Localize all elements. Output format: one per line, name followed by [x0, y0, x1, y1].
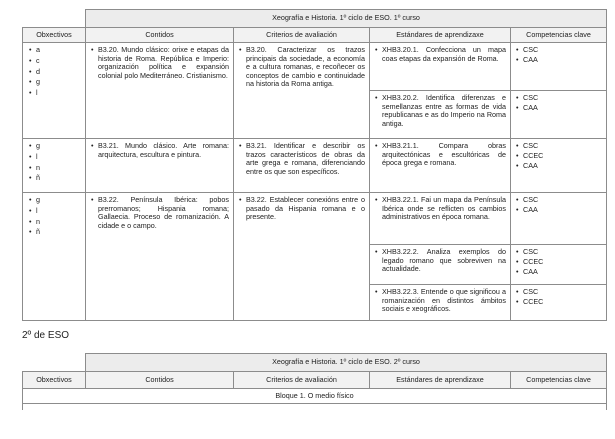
competences-cell — [511, 193, 607, 245]
standard-cell — [370, 139, 511, 193]
competence-item: • CCEC — [523, 258, 602, 267]
list-item: • n — [36, 218, 81, 227]
list-item: • c — [36, 57, 81, 66]
list-item: • ñ — [36, 174, 81, 183]
standard-text: • XHB3.22.3. Entende o que significou a romanización en distintos ámbitos sociais e xeográficos. — [382, 288, 506, 314]
list-item: • l — [36, 207, 81, 216]
list-item: • a — [36, 46, 81, 55]
curriculum-table-1 — [22, 9, 607, 321]
competences-cell — [511, 139, 607, 193]
standard-text: • XHB3.22.1. Fai un mapa da Península Ibérica onde se reflicten os cambios administrativos en época romana. — [382, 196, 506, 222]
table-row — [23, 389, 607, 404]
competence-item: • CCEC — [523, 298, 602, 307]
standard-cell — [370, 285, 511, 321]
header-corner — [23, 10, 86, 28]
competences-cell — [511, 91, 607, 139]
standard-cell — [370, 245, 511, 285]
competence-item: • CAA — [523, 268, 602, 277]
col-header-content: Contidos — [86, 28, 234, 43]
criteria-cell — [234, 193, 370, 321]
col-header-competences: Competencias clave — [511, 28, 607, 43]
table-row — [23, 193, 607, 245]
content-text: • B3.20. Mundo clásico: orixe e etapas da historia de Roma. República e Imperio: organización política e expansión colonial polo Mediterráneo. Cristianismo. — [98, 46, 229, 80]
col-header-content: Contidos — [86, 372, 234, 389]
criteria-cell — [234, 43, 370, 139]
block-title: Bloque 1. O medio físico — [23, 389, 607, 404]
table-row — [23, 43, 607, 91]
col-header-criteria: Criterios de avaliación — [234, 372, 370, 389]
content-cell — [86, 193, 234, 321]
content-cell — [86, 43, 234, 139]
curriculum-table-2 — [22, 353, 607, 410]
standard-text: • XHB3.22.2. Analiza exemplos do legado romano que sobreviven na actualidade. — [382, 248, 506, 274]
content-text: • B3.22. Península Ibérica: pobos prerromanos; Hispania romana; Gallaecia. Proceso de romanización. A cidade e o campo. — [98, 196, 229, 230]
header-corner — [23, 354, 86, 372]
competences-cell — [511, 245, 607, 285]
criteria-text: • B3.22. Establecer conexións entre o pasado da Hispania romana e o presente. — [246, 196, 365, 222]
empty-row — [23, 404, 607, 410]
content-cell — [86, 139, 234, 193]
standard-cell — [370, 43, 511, 91]
objectives-cell — [23, 43, 86, 139]
standard-text: • XHB3.21.1. Compara obras arquitectónicas e escultóricas de época grega e romana. — [382, 142, 506, 168]
standard-cell — [370, 193, 511, 245]
col-header-standards: Estándares de aprendizaxe — [370, 372, 511, 389]
col-header-objectives: Obxectivos — [23, 28, 86, 43]
standard-text: • XHB3.20.1. Confecciona un mapa coas etapas da expansión de Roma. — [382, 46, 506, 63]
col-header-standards: Estándares de aprendizaxe — [370, 28, 511, 43]
col-header-criteria: Criterios de avaliación — [234, 28, 370, 43]
competence-item: • CAA — [523, 206, 602, 215]
competence-item: • CAA — [523, 104, 602, 113]
table-row — [23, 139, 607, 193]
criteria-cell — [234, 139, 370, 193]
criteria-text: • B3.21. Identificar e describir os trazos característicos de obras da arte grega e romana, diferenciando entre os que son específicos. — [246, 142, 365, 176]
competence-item: • CSC — [523, 248, 602, 257]
list-item: • l — [36, 89, 81, 98]
criteria-text: • B3.20. Caracterizar os trazos principais da sociedade, a economía e a cultura romanas, e recoñecer os conceptos de cambio e continuidade na historia da Roma antiga. — [246, 46, 365, 89]
table-title: Xeografía e Historia. 1º ciclo de ESO. 2º curso — [86, 354, 607, 372]
col-header-objectives: Obxectivos — [23, 372, 86, 389]
list-item: • d — [36, 68, 81, 77]
objectives-cell — [23, 193, 86, 321]
list-item: • ñ — [36, 228, 81, 237]
content-text: • B3.21. Mundo clásico. Arte romana: arquitectura, escultura e pintura. — [98, 142, 229, 159]
list-item: • g — [36, 196, 81, 205]
list-item: • g — [36, 78, 81, 87]
list-item: • l — [36, 153, 81, 162]
competences-cell — [511, 285, 607, 321]
competence-item: • CAA — [523, 56, 602, 65]
competence-item: • CSC — [523, 142, 602, 151]
col-header-competences: Competencias clave — [511, 372, 607, 389]
competence-item: • CSC — [523, 94, 602, 103]
competence-item: • CCEC — [523, 152, 602, 161]
section-heading: 2º de ESO — [22, 330, 70, 341]
standard-cell — [370, 91, 511, 139]
competence-item: • CAA — [523, 162, 602, 171]
standard-text: • XHB3.20.2. Identifica diferenzas e semellanzas entre as formas de vida republicanas e as do Imperio na Roma antiga. — [382, 94, 506, 128]
competence-item: • CSC — [523, 288, 602, 297]
competence-item: • CSC — [523, 196, 602, 205]
table-title: Xeografía e Historia. 1º ciclo de ESO. 1º curso — [86, 10, 607, 28]
competences-cell — [511, 43, 607, 91]
table-row — [23, 404, 607, 410]
list-item: • g — [36, 142, 81, 151]
competence-item: • CSC — [523, 46, 602, 55]
list-item: • n — [36, 164, 81, 173]
objectives-cell — [23, 139, 86, 193]
